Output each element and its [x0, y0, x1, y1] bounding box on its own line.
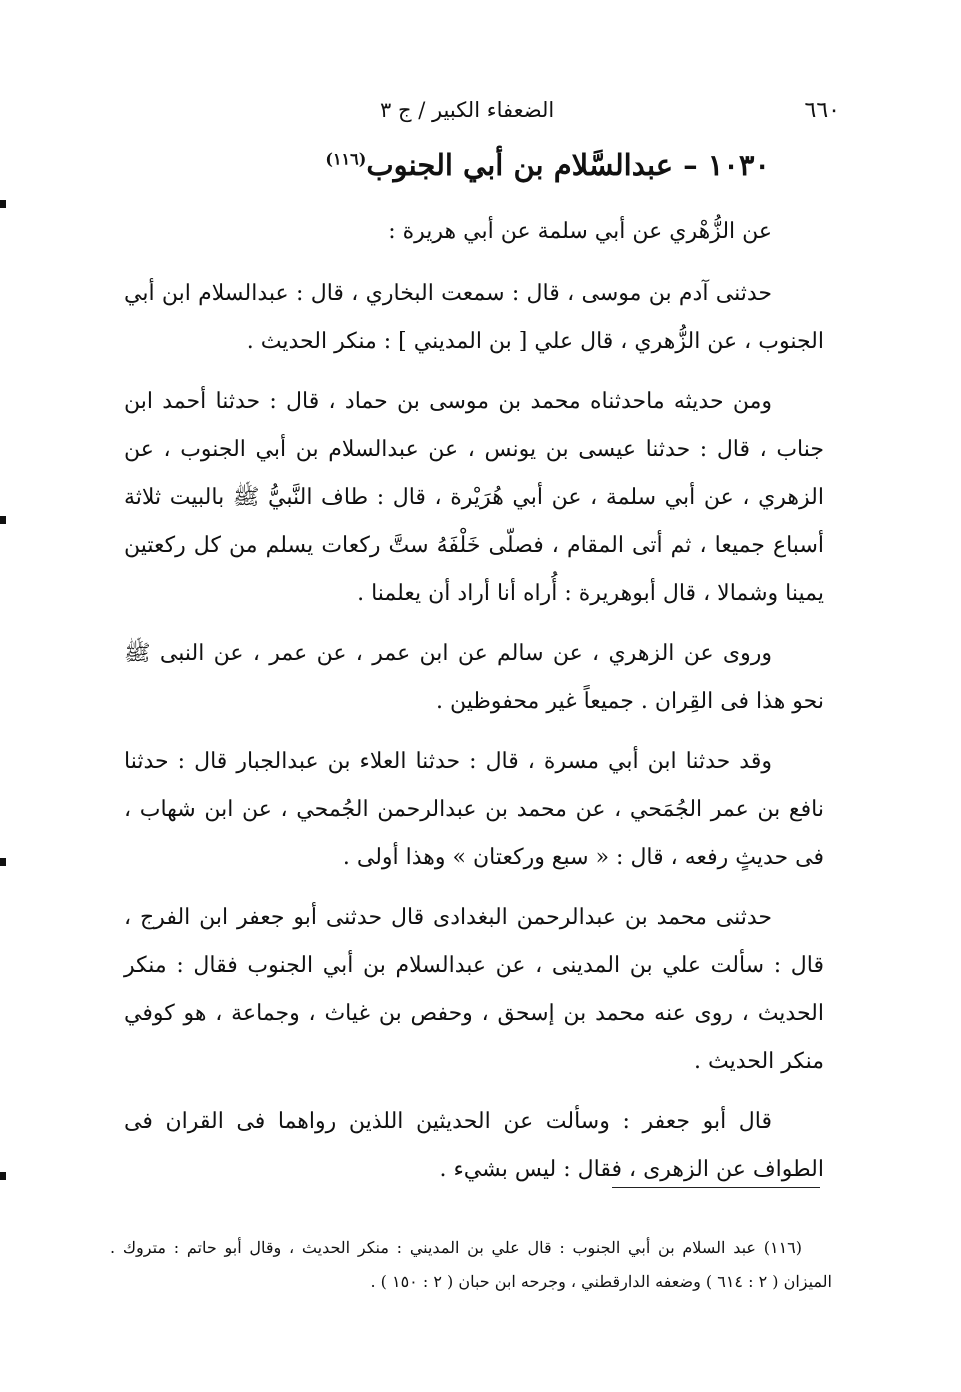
scan-edge-mark	[0, 1172, 6, 1180]
entry-title	[300, 148, 770, 182]
scan-edge-mark	[0, 516, 6, 524]
paragraph-ibn-abi-masarra: وقد حدثنا ابن أبي مسرة ، قال : حدثنا العلاء بن عبدالجبار قال : حدثنا نافع بن عمر الجُمَحي ، عن محمد بن عبدالرحمن الجُمحي ، عن ابن شهاب ، فى حديثٍ رفعه ، قال : « سبع وركعتان » وهذا أولى .	[124, 749, 824, 870]
paragraph-bukhari: حدثنى آدم بن موسى ، قال : سمعت البخاري ، قال : عبدالسلام ابن أبي الجنوب ، عن الزُّهري ، قال علي [ بن المديني ] : منكر الحديث .	[124, 281, 824, 354]
footnote-reference: (١١٦)	[325, 149, 367, 169]
running-title: الضعفاء الكبير / ج ٣	[380, 98, 555, 122]
page-number: ٦٦٠	[804, 98, 840, 123]
entry-title-text: ١٠٣٠ – عبدالسَّلام بن أبي الجنوب	[366, 148, 770, 182]
paragraph-salim: وروى عن الزهري ، عن سالم عن ابن عمر ، عن عمر ، عن النبى ﷺ نحو هذا فى القِران . جميعاً غير محفوظين .	[124, 641, 824, 714]
scan-edge-mark	[0, 200, 6, 208]
footnote: (١١٦) عبد السلام بن أبي الجنوب : قال علي بن المديني : منكر الحديث ، وقال أبو حاتم : متروك . الميزان ( ٢ : ٦١٤ ) وضعفه الدارقطني ، وجرحه ابن حبان ( ٢ : ١٥٠ ) .	[110, 1238, 832, 1291]
paragraph-hadith: ومن حديثه ماحدثناه محمد بن موسى بن حماد ، قال : حدثنا أحمد ابن جناب ، قال : حدثنا عيسى بن يونس ، عن عبدالسلام بن أبي الجنوب ، عن الزهري ، عن أبي سلمة ، عن أبي هُرَيْرة ، قال : طاف النَّبيُّ ﷺ بالبيت ثلاثة أسباع جميعا ، ثم أتى المقام ، فصلّى خَلْفَهُ ستَّ ركعات يسلم من كل ركعتين يمينا وشمالا ، قال أبوهريرة : أُراه أنا أراد أن يعلمنا .	[124, 389, 824, 606]
paragraph-isnad: عن الزُّهْري عن أبي سلمة عن أبي هريرة :	[388, 219, 772, 244]
page-header	[120, 98, 840, 138]
paragraph-abu-jafar: قال أبو جعفر : وسألت عن الحديثين اللذين رواهما فى القران فى الطواف عن الزهرى ، فقال : ليس بشيء .	[124, 1109, 824, 1182]
paragraph-baghdadi: حدثنى محمد بن عبدالرحمن البغدادى قال حدثنى أبو جعفر ابن الفرج ، قال : سألت علي بن المدينى ، عن عبدالسلام بن أبي الجنوب فقال : منكر الحديث ، روى عنه محمد بن إسحق ، وحفص بن غياث ، وجماعة ، هو كوفي منكر الحديث .	[124, 905, 824, 1074]
main-text	[124, 208, 824, 1206]
footnote-divider	[612, 1187, 820, 1188]
scan-edge-mark	[0, 858, 6, 866]
